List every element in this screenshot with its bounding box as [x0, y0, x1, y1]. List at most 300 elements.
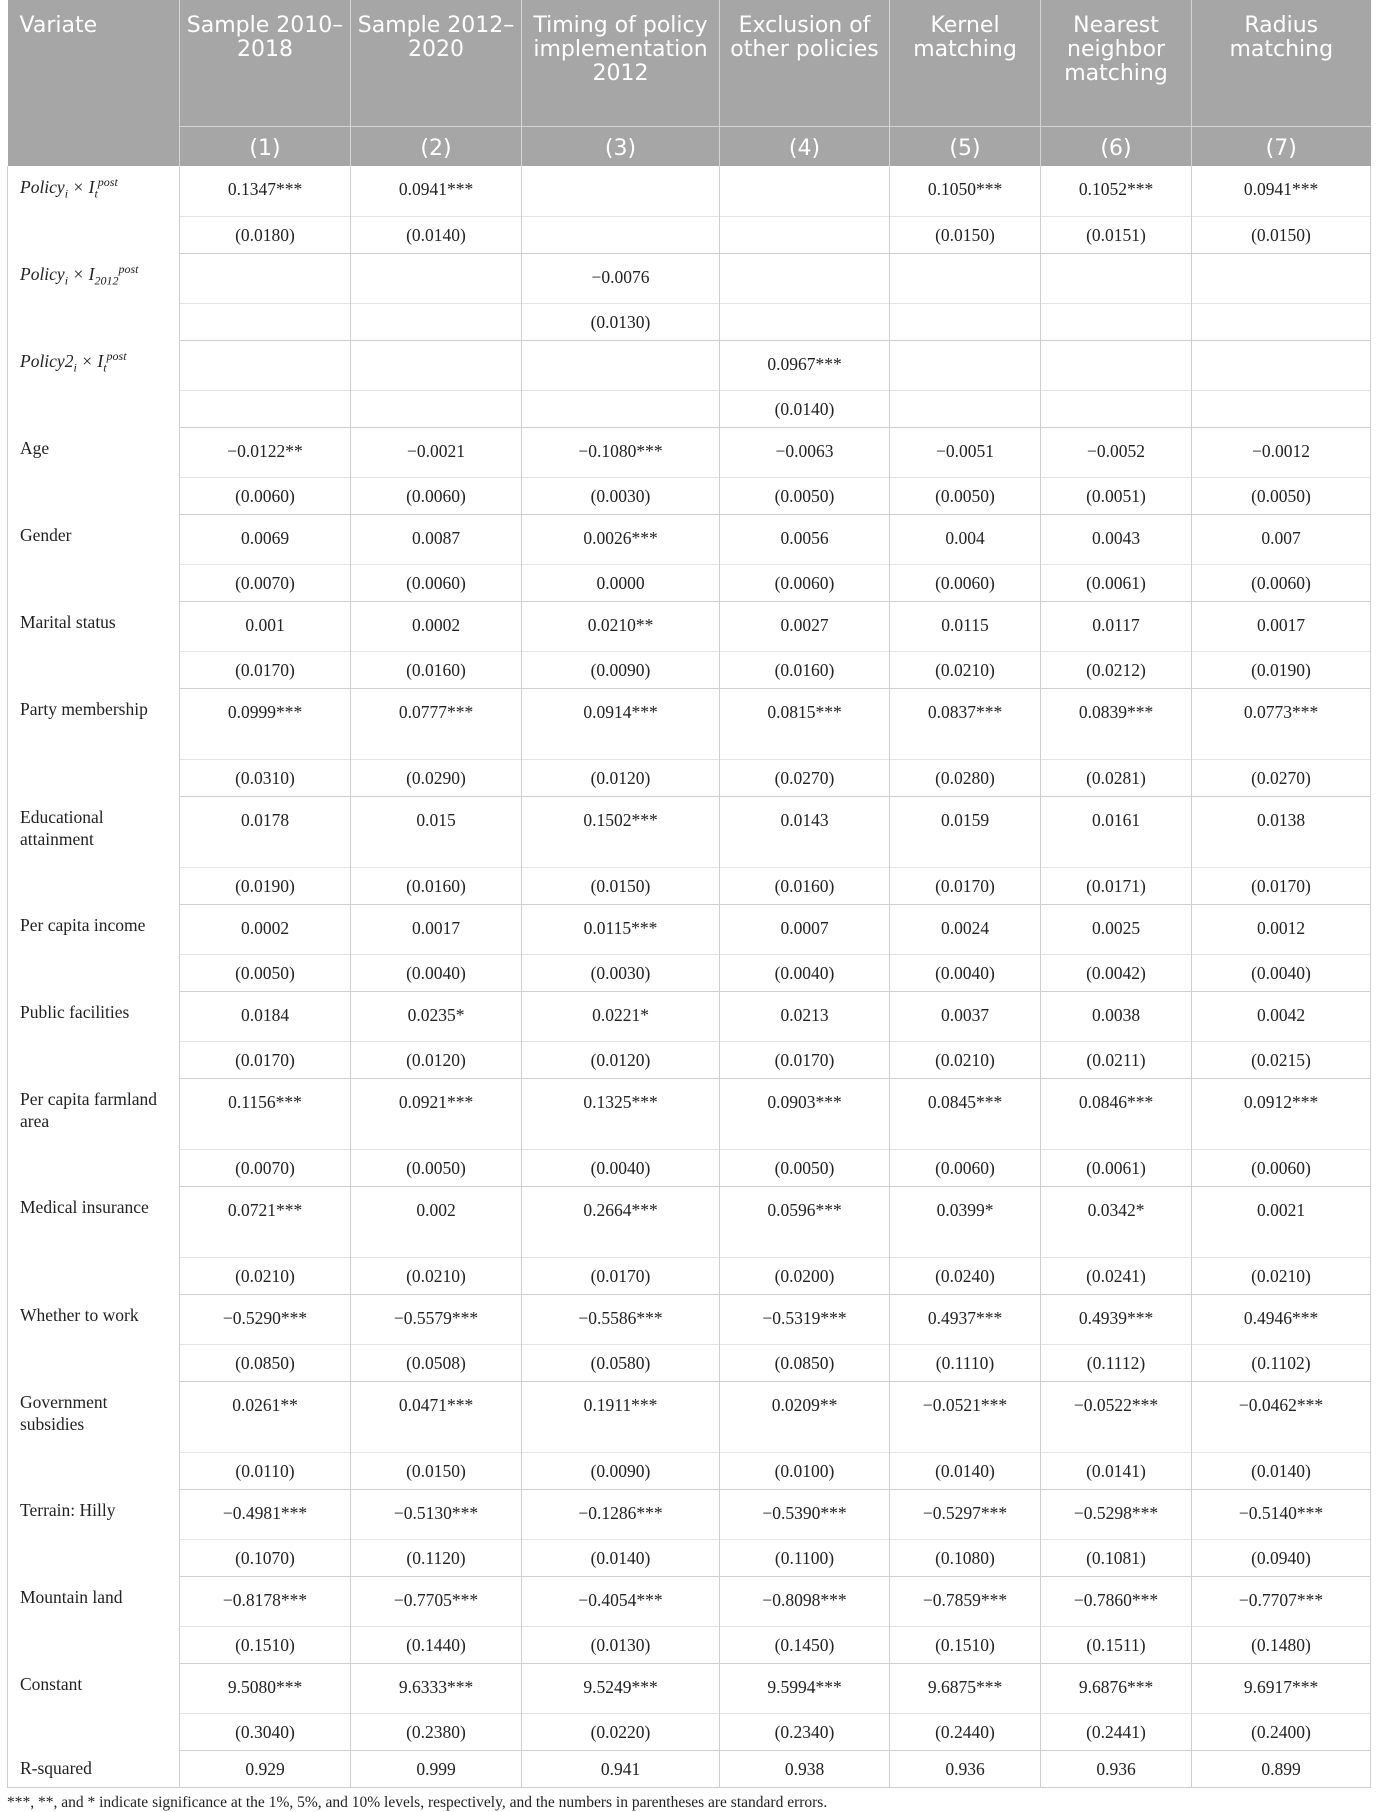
label-times: × I: [76, 351, 104, 371]
se-cell: (0.0170): [720, 1041, 890, 1078]
se-cell: [1192, 390, 1371, 427]
se-cell: (0.0280): [890, 759, 1041, 796]
se-cell: (0.0090): [522, 651, 720, 688]
coef-cell: −0.0522***: [1041, 1381, 1192, 1452]
coef-cell: 0.0221*: [522, 991, 720, 1041]
row-label: Whether to work: [8, 1294, 180, 1381]
coef-cell: 0.0138: [1192, 796, 1371, 867]
se-cell: (0.0508): [351, 1344, 522, 1381]
se-cell: [1041, 390, 1192, 427]
coef-cell: [1192, 253, 1371, 303]
coef-cell: [522, 340, 720, 390]
label-subscript-text: i: [64, 273, 69, 288]
label-superscript: [118, 262, 138, 276]
se-cell: (0.0051): [1041, 477, 1192, 514]
se-cell: (0.0120): [351, 1041, 522, 1078]
table-row-se: [8, 867, 1371, 904]
table-row: [8, 1381, 1371, 1452]
se-cell: (0.0241): [1041, 1257, 1192, 1294]
coef-cell: 0.0056: [720, 514, 890, 564]
se-cell: (0.1440): [351, 1626, 522, 1663]
coef-cell: 0.0021: [1192, 1186, 1371, 1257]
se-cell: (0.0060): [1192, 564, 1371, 601]
coef-cell: 0.2664***: [522, 1186, 720, 1257]
se-cell: (0.1480): [1192, 1626, 1371, 1663]
coef-cell: 0.0209**: [720, 1381, 890, 1452]
se-cell: (0.0040): [890, 954, 1041, 991]
se-cell: (0.0160): [351, 651, 522, 688]
table-footnote: ***, **, and * indicate significance at the 1%, 5%, and 10% levels, respectively, and the numbers in parentheses are standard errors.: [7, 1793, 828, 1811]
se-cell: (0.0180): [180, 216, 351, 253]
row-label: Medical insurance: [8, 1186, 180, 1294]
se-cell: (0.0040): [522, 1149, 720, 1186]
se-cell: (0.0281): [1041, 759, 1192, 796]
coef-cell: 9.5994***: [720, 1663, 890, 1713]
se-cell: (0.0100): [720, 1452, 890, 1489]
coef-cell: 0.0815***: [720, 688, 890, 759]
table-row: [8, 1186, 1371, 1257]
coef-cell: −0.7707***: [1192, 1576, 1371, 1626]
se-cell: (0.0170): [1192, 867, 1371, 904]
se-cell: [1192, 303, 1371, 340]
header-variate: Variate: [8, 0, 180, 126]
table-row-se: [8, 390, 1371, 427]
table-row: [8, 514, 1371, 564]
se-cell: [890, 390, 1041, 427]
se-cell: (0.0050): [890, 477, 1041, 514]
coef-cell: 0.0721***: [180, 1186, 351, 1257]
table-row: [8, 1489, 1371, 1539]
coef-cell: −0.5298***: [1041, 1489, 1192, 1539]
coef-cell: −0.0052: [1041, 427, 1192, 477]
coef-cell: 0.0069: [180, 514, 351, 564]
table-row-se: [8, 477, 1371, 514]
rsquared-cell: 0.936: [1041, 1750, 1192, 1787]
se-cell: (0.0030): [522, 954, 720, 991]
se-cell: (0.0850): [720, 1344, 890, 1381]
table-row: [8, 427, 1371, 477]
coef-cell: 0.007: [1192, 514, 1371, 564]
table-body: [8, 166, 1371, 1787]
coef-cell: 0.0914***: [522, 688, 720, 759]
coef-cell: −0.7705***: [351, 1576, 522, 1626]
header-column-1: Sample 2010–2018: [180, 0, 351, 126]
rsquared-cell: 0.938: [720, 1750, 890, 1787]
se-cell: (0.1100): [720, 1539, 890, 1576]
se-cell: (0.0210): [180, 1257, 351, 1294]
table-row-se: [8, 1041, 1371, 1078]
rsquared-cell: 0.999: [351, 1750, 522, 1787]
coef-cell: 0.0399*: [890, 1186, 1041, 1257]
se-cell: (0.0110): [180, 1452, 351, 1489]
table-row-se: [8, 759, 1371, 796]
coef-cell: 0.0115***: [522, 904, 720, 954]
coef-cell: [1192, 340, 1371, 390]
header-column-6: Nearest neighbor matching: [1041, 0, 1192, 126]
se-cell: (0.0140): [890, 1452, 1041, 1489]
coef-cell: 9.5249***: [522, 1663, 720, 1713]
coef-cell: 0.0773***: [1192, 688, 1371, 759]
rsquared-cell: 0.936: [890, 1750, 1041, 1787]
se-cell: (0.0171): [1041, 867, 1192, 904]
header-number-3: (3): [522, 126, 720, 166]
se-cell: (0.0151): [1041, 216, 1192, 253]
coef-cell: 0.0839***: [1041, 688, 1192, 759]
se-cell: (0.0211): [1041, 1041, 1192, 1078]
table-row: [8, 253, 1371, 303]
se-cell: (0.0170): [180, 651, 351, 688]
label-base: Policy: [20, 264, 65, 284]
se-cell: (0.0210): [890, 1041, 1041, 1078]
regression-table-container: [7, 0, 1370, 1812]
header-column-5: Kernel matching: [890, 0, 1041, 126]
se-cell: [720, 216, 890, 253]
se-cell: (0.1102): [1192, 1344, 1371, 1381]
coef-cell: 0.0027: [720, 601, 890, 651]
row-label: Gender: [8, 514, 180, 601]
se-cell: (0.0210): [351, 1257, 522, 1294]
se-cell: (0.0141): [1041, 1452, 1192, 1489]
label-superscript-text: post: [106, 349, 127, 364]
se-cell: (0.0120): [522, 1041, 720, 1078]
coef-cell: [351, 340, 522, 390]
row-label: [8, 253, 180, 340]
se-cell: (0.0210): [1192, 1257, 1371, 1294]
se-cell: (0.0160): [351, 867, 522, 904]
row-label: Constant: [8, 1663, 180, 1750]
coef-cell: −0.1080***: [522, 427, 720, 477]
coef-cell: [720, 166, 890, 216]
coef-cell: [1041, 253, 1192, 303]
coef-cell: 0.0042: [1192, 991, 1371, 1041]
coef-cell: 0.0921***: [351, 1078, 522, 1149]
table-row-se: [8, 1626, 1371, 1663]
se-cell: (0.1450): [720, 1626, 890, 1663]
label-superscript: [107, 349, 127, 363]
row-label: Mountain land: [8, 1576, 180, 1663]
coef-cell: 9.6875***: [890, 1663, 1041, 1713]
coef-cell: 0.0596***: [720, 1186, 890, 1257]
table-row: [8, 1576, 1371, 1626]
table-row: [8, 340, 1371, 390]
coef-cell: 0.0184: [180, 991, 351, 1041]
coef-cell: −0.7859***: [890, 1576, 1041, 1626]
se-cell: (0.0212): [1041, 651, 1192, 688]
se-cell: (0.1510): [890, 1626, 1041, 1663]
se-cell: (0.0050): [720, 1149, 890, 1186]
coef-cell: 0.0037: [890, 991, 1041, 1041]
se-cell: (0.0090): [522, 1452, 720, 1489]
se-cell: [351, 303, 522, 340]
table-row-se: [8, 651, 1371, 688]
se-cell: (0.0140): [720, 390, 890, 427]
coef-cell: 0.4939***: [1041, 1294, 1192, 1344]
coef-cell: 0.0087: [351, 514, 522, 564]
se-cell: (0.1112): [1041, 1344, 1192, 1381]
row-label: [8, 340, 180, 427]
se-cell: (0.0060): [351, 564, 522, 601]
coef-cell: 0.0777***: [351, 688, 522, 759]
table-row-se: [8, 1713, 1371, 1750]
coef-cell: −0.0462***: [1192, 1381, 1371, 1452]
coef-cell: −0.7860***: [1041, 1576, 1192, 1626]
label-superscript-text: post: [118, 262, 139, 277]
se-cell: (0.2440): [890, 1713, 1041, 1750]
row-label: Party membership: [8, 688, 180, 796]
se-cell: (0.0150): [890, 216, 1041, 253]
coef-cell: −0.4981***: [180, 1489, 351, 1539]
table-row: [8, 1294, 1371, 1344]
se-cell: (0.2340): [720, 1713, 890, 1750]
se-cell: (0.1510): [180, 1626, 351, 1663]
rsquared-cell: 0.929: [180, 1750, 351, 1787]
row-label: Government subsidies: [8, 1381, 180, 1489]
se-cell: (0.0061): [1041, 564, 1192, 601]
coef-cell: −0.5140***: [1192, 1489, 1371, 1539]
label-superscript: [98, 175, 118, 189]
coef-cell: 0.1911***: [522, 1381, 720, 1452]
coef-cell: 0.0210**: [522, 601, 720, 651]
se-cell: (0.0190): [180, 867, 351, 904]
row-label: Terrain: Hilly: [8, 1489, 180, 1576]
coef-cell: 0.0025: [1041, 904, 1192, 954]
row-label: Per capita farmland area: [8, 1078, 180, 1186]
rsquared-label: R-squared: [8, 1750, 180, 1787]
header-column-2: Sample 2012–2020: [351, 0, 522, 126]
label-base: Policy2: [20, 351, 74, 371]
se-cell: (0.0210): [890, 651, 1041, 688]
table-row: [8, 904, 1371, 954]
coef-cell: 0.002: [351, 1186, 522, 1257]
se-cell: (0.0060): [720, 564, 890, 601]
coef-cell: 0.1325***: [522, 1078, 720, 1149]
table-row: [8, 601, 1371, 651]
coef-cell: −0.5390***: [720, 1489, 890, 1539]
robustness-table: [7, 0, 1371, 1788]
se-cell: (0.1120): [351, 1539, 522, 1576]
coef-cell: 0.004: [890, 514, 1041, 564]
label-superscript-text: post: [97, 175, 118, 190]
se-cell: (0.0060): [890, 564, 1041, 601]
se-cell: (0.0040): [351, 954, 522, 991]
se-cell: (0.1081): [1041, 1539, 1192, 1576]
coef-cell: 0.0999***: [180, 688, 351, 759]
se-cell: (0.0130): [522, 303, 720, 340]
coef-cell: [522, 166, 720, 216]
se-cell: (0.0150): [351, 1452, 522, 1489]
table-header: [8, 0, 1371, 166]
se-cell: [180, 390, 351, 427]
se-cell: (0.0042): [1041, 954, 1192, 991]
coef-cell: [180, 253, 351, 303]
header-number-4: (4): [720, 126, 890, 166]
coef-cell: 9.5080***: [180, 1663, 351, 1713]
coef-cell: −0.0063: [720, 427, 890, 477]
label-time-subscript-text: 2012: [94, 273, 119, 288]
header-number-7: (7): [1192, 126, 1371, 166]
table-row-se: [8, 1257, 1371, 1294]
se-cell: (0.0050): [351, 1149, 522, 1186]
coef-cell: [890, 340, 1041, 390]
label-subscript-text: i: [73, 360, 77, 375]
se-cell: (0.0310): [180, 759, 351, 796]
coef-cell: −0.8098***: [720, 1576, 890, 1626]
se-cell: (0.0040): [720, 954, 890, 991]
table-row-se: [8, 1344, 1371, 1381]
se-cell: (0.0170): [180, 1041, 351, 1078]
se-cell: (0.0270): [1192, 759, 1371, 796]
coef-cell: −0.0012: [1192, 427, 1371, 477]
coef-cell: −0.5130***: [351, 1489, 522, 1539]
coef-cell: −0.5579***: [351, 1294, 522, 1344]
coef-cell: 0.0471***: [351, 1381, 522, 1452]
se-cell: (0.1080): [890, 1539, 1041, 1576]
se-cell: (0.0060): [351, 477, 522, 514]
coef-cell: 9.6876***: [1041, 1663, 1192, 1713]
se-cell: 0.0000: [522, 564, 720, 601]
label-time-subscript-text: t: [94, 186, 98, 201]
label-time-subscript-text: t: [103, 360, 107, 375]
row-label: Per capita income: [8, 904, 180, 991]
coef-cell: −0.0076: [522, 253, 720, 303]
coef-cell: −0.0122**: [180, 427, 351, 477]
se-cell: (0.0050): [180, 954, 351, 991]
se-cell: (0.1511): [1041, 1626, 1192, 1663]
se-cell: (0.0580): [522, 1344, 720, 1381]
se-cell: (0.0140): [351, 216, 522, 253]
coef-cell: 0.0017: [351, 904, 522, 954]
coef-cell: 0.0941***: [1192, 166, 1371, 216]
coef-cell: 0.0038: [1041, 991, 1192, 1041]
table-row-se: [8, 1452, 1371, 1489]
coef-cell: 0.0024: [890, 904, 1041, 954]
table-row-se: [8, 1539, 1371, 1576]
header-column-7: Radius matching: [1192, 0, 1371, 126]
coef-cell: −0.0051: [890, 427, 1041, 477]
se-cell: (0.0050): [720, 477, 890, 514]
se-cell: (0.0150): [522, 867, 720, 904]
se-cell: (0.1110): [890, 1344, 1041, 1381]
coef-cell: [351, 253, 522, 303]
rsquared-cell: 0.899: [1192, 1750, 1371, 1787]
header-number-5: (5): [890, 126, 1041, 166]
table-row: [8, 796, 1371, 867]
header-number-2: (2): [351, 126, 522, 166]
coef-cell: [180, 340, 351, 390]
coef-cell: −0.8178***: [180, 1576, 351, 1626]
coef-cell: 0.015: [351, 796, 522, 867]
se-cell: (0.0130): [522, 1626, 720, 1663]
coef-cell: −0.5586***: [522, 1294, 720, 1344]
se-cell: (0.0850): [180, 1344, 351, 1381]
se-cell: (0.0170): [522, 1257, 720, 1294]
coef-cell: 0.0007: [720, 904, 890, 954]
coef-cell: [720, 253, 890, 303]
row-label: Public facilities: [8, 991, 180, 1078]
se-cell: (0.0160): [720, 651, 890, 688]
se-cell: (0.0070): [180, 564, 351, 601]
table-row-se: [8, 564, 1371, 601]
coef-cell: 0.0115: [890, 601, 1041, 651]
coef-cell: −0.5290***: [180, 1294, 351, 1344]
coef-cell: 0.0002: [180, 904, 351, 954]
se-cell: (0.0240): [890, 1257, 1041, 1294]
se-cell: (0.0170): [890, 867, 1041, 904]
header-number-1: (1): [180, 126, 351, 166]
row-label: Educational attainment: [8, 796, 180, 904]
coef-cell: 0.0161: [1041, 796, 1192, 867]
coef-cell: 0.0117: [1041, 601, 1192, 651]
se-cell: (0.2441): [1041, 1713, 1192, 1750]
coef-cell: 0.0017: [1192, 601, 1371, 651]
se-cell: (0.0061): [1041, 1149, 1192, 1186]
coef-cell: 0.0846***: [1041, 1078, 1192, 1149]
coef-cell: 0.0043: [1041, 514, 1192, 564]
table-row: [8, 166, 1371, 216]
coef-cell: −0.5319***: [720, 1294, 890, 1344]
header-blank: [8, 126, 180, 166]
row-label: Age: [8, 427, 180, 514]
se-cell: [1041, 303, 1192, 340]
label-times: × I: [68, 264, 95, 284]
label-time-subscript: [94, 274, 118, 288]
coef-cell: 0.0967***: [720, 340, 890, 390]
label-base: Policy: [20, 177, 65, 197]
coef-cell: 0.0261**: [180, 1381, 351, 1452]
se-cell: [720, 303, 890, 340]
coef-cell: 0.0012: [1192, 904, 1371, 954]
se-cell: [351, 390, 522, 427]
se-cell: (0.0120): [522, 759, 720, 796]
coef-cell: 0.0159: [890, 796, 1041, 867]
header-column-3: Timing of policy implementation 2012: [522, 0, 720, 126]
se-cell: (0.0190): [1192, 651, 1371, 688]
coef-cell: 0.0213: [720, 991, 890, 1041]
se-cell: (0.0200): [720, 1257, 890, 1294]
se-cell: (0.0060): [180, 477, 351, 514]
table-row: [8, 1078, 1371, 1149]
table-row: [8, 991, 1371, 1041]
se-cell: (0.0940): [1192, 1539, 1371, 1576]
table-row: [8, 1663, 1371, 1713]
coef-cell: 0.0912***: [1192, 1078, 1371, 1149]
label-subscript-text: i: [64, 186, 69, 201]
se-cell: [180, 303, 351, 340]
table-row-se: [8, 1149, 1371, 1186]
se-cell: (0.0030): [522, 477, 720, 514]
se-cell: (0.0040): [1192, 954, 1371, 991]
coef-cell: 0.1502***: [522, 796, 720, 867]
se-cell: (0.0290): [351, 759, 522, 796]
header-number-6: (6): [1041, 126, 1192, 166]
coef-cell: 0.4946***: [1192, 1294, 1371, 1344]
se-cell: (0.2380): [351, 1713, 522, 1750]
rsquared-cell: 0.941: [522, 1750, 720, 1787]
coef-cell: 0.0143: [720, 796, 890, 867]
table-row-se: [8, 954, 1371, 991]
coef-cell: −0.1286***: [522, 1489, 720, 1539]
coef-cell: 0.0903***: [720, 1078, 890, 1149]
rsquared-row: [8, 1750, 1371, 1787]
coef-cell: 0.0941***: [351, 166, 522, 216]
se-cell: (0.0150): [1192, 216, 1371, 253]
se-cell: [522, 216, 720, 253]
coef-cell: 0.0026***: [522, 514, 720, 564]
coef-cell: −0.0021: [351, 427, 522, 477]
se-cell: (0.3040): [180, 1713, 351, 1750]
se-cell: [522, 390, 720, 427]
coef-cell: 0.0178: [180, 796, 351, 867]
